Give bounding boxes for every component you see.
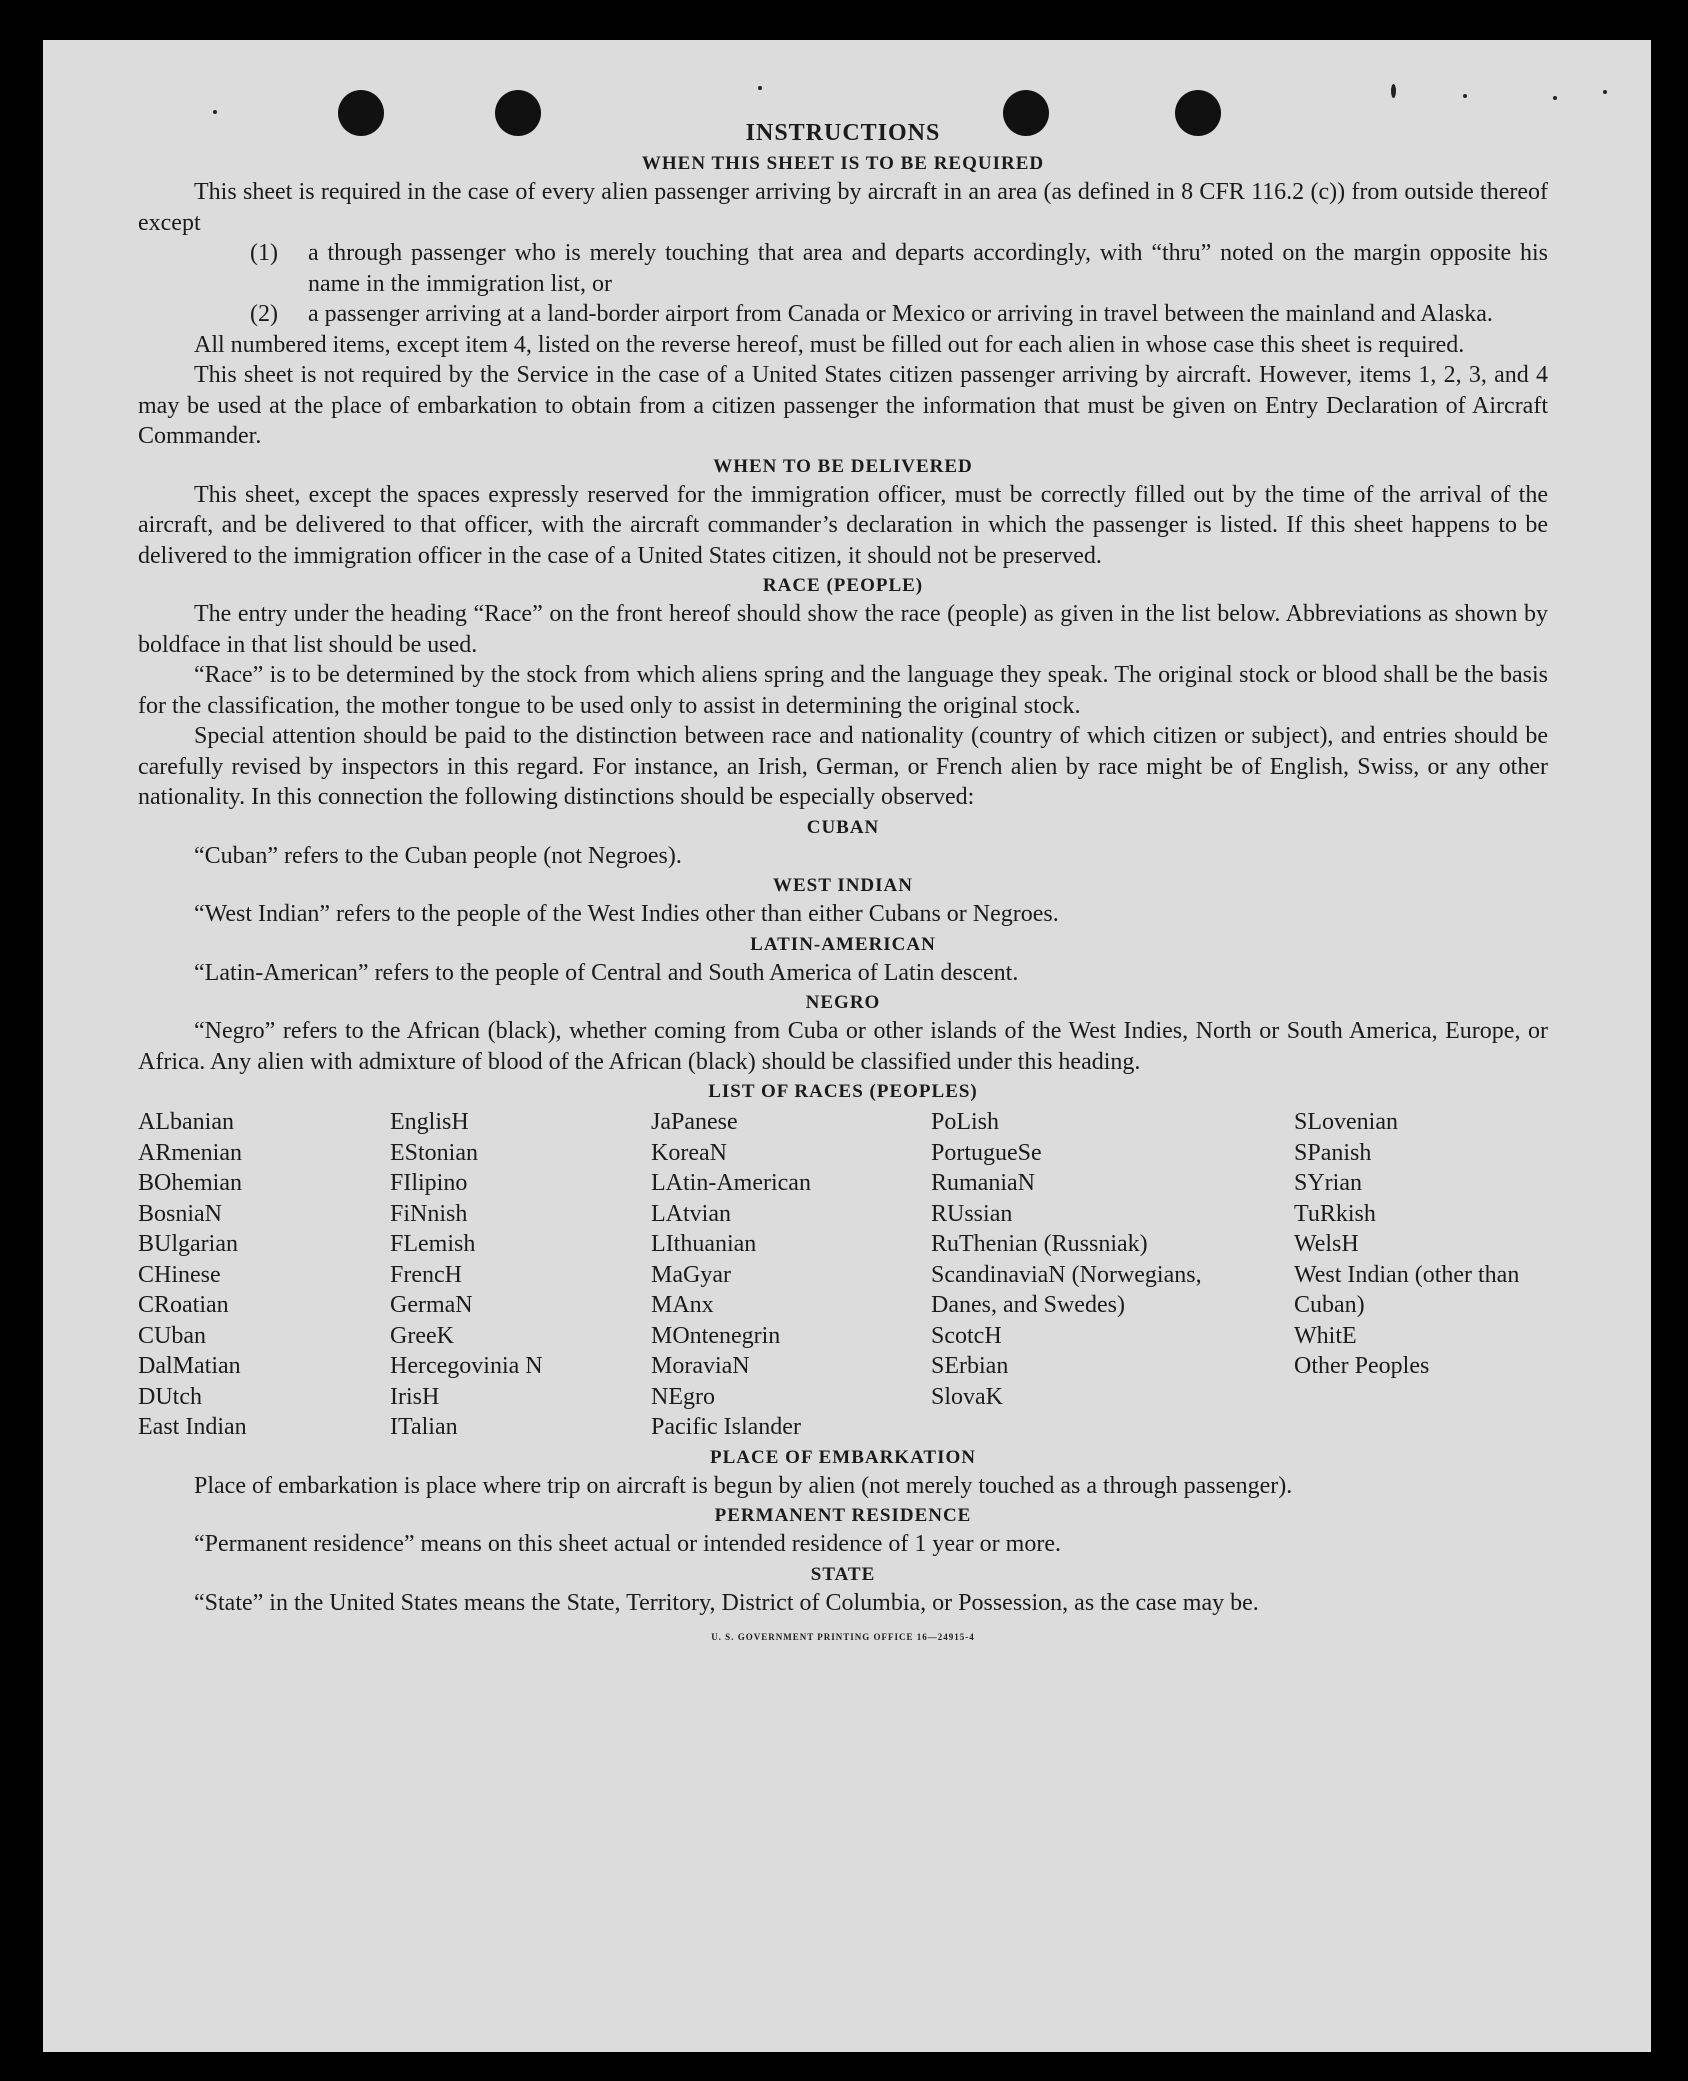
cuban-text: “Cuban” refers to the Cuban people (not Negroes). [194,842,682,869]
race-entry: East Indian [138,1414,247,1440]
race-entry: BUlgarian [138,1231,238,1257]
race-entry: RumaniaN [931,1170,1035,1196]
negro-heading: NEGRO [805,992,881,1013]
race-entry: ARmenian [138,1139,242,1166]
race-entry: GermaN [390,1292,473,1318]
race-entry: Other Peoples [1294,1353,1430,1379]
embarkation-heading: PLACE OF EMBARKATION [710,1446,976,1468]
exception-text: a passenger arriving at a land-border airport from Canada or Mexico or arriving in travel between the mainland and Alaska. [308,301,1493,327]
race-entry: EStonian [390,1139,478,1166]
when-required-paragraph: All numbered items, except item 4, listed on the reverse hereof, must be filled out for each alien in whose case this sheet is required. [194,331,1465,358]
race-entry: WhitE [1294,1322,1357,1349]
printer-imprint: U. S. GOVERNMENT PRINTING OFFICE 16—24915-4 [711,1632,975,1642]
race-entry: West Indian (other than Cuban) [1294,1261,1520,1318]
race-paragraph: The entry under the heading “Race” on the front hereof should show the race (people) as given in the list below. Abbreviations as shown by boldface in that list should be used. [138,601,1548,658]
race-entry: DUtch [138,1383,202,1410]
race-entry: MaGyar [651,1261,731,1288]
race-entry: IrisH [390,1383,440,1410]
speck [1553,96,1557,100]
race-entry: MOntenegrin [651,1322,781,1349]
race-entry: SYrian [1294,1170,1362,1196]
race-entry: KoreaN [651,1139,727,1166]
when-required-intro: This sheet is required in the case of every alien passenger arriving by aircraft in an area (as defined in 8 CFR 116.2 (c)) from outside thereof except [138,179,1548,236]
west-indian-text: “West Indian” refers to the people of the West Indies other than either Cubans or Negroes. [194,901,1059,927]
instructions-content [138,120,1548,1642]
when-delivered-text: This sheet, except the spaces expressly reserved for the immigration officer, must be correctly filled out by the time of the arrival of the aircraft, and be delivered to that officer, with the aircraft commander’s declaration in which the passenger is listed. If this sheet happens to be delivered to the immigration officer in the case of a United States citizen, it should not be preserved. [138,481,1548,569]
races-list [138,1107,1548,1443]
speck [1603,90,1607,94]
races-column [931,1107,1294,1443]
race-entry: EnglisH [390,1109,469,1135]
race-entry: ScotcH [931,1322,1002,1349]
race-entry: FLemish [390,1231,476,1257]
race-paragraph: “Race” is to be determined by the stock from which aliens spring and the language they speak. The original stock or blood shall be the basis for the classification, the mother tongue to be used only to assist in determining the original stock. [138,662,1548,719]
race-entry: ALbanian [138,1109,234,1135]
residence-heading: PERMANENT RESIDENCE [714,1505,972,1526]
race-heading: RACE (PEOPLE) [762,575,924,596]
race-entry: RuThenian (Russniak) [931,1231,1148,1257]
race-entry: JaPanese [651,1109,738,1135]
when-required-paragraph: This sheet is not required by the Service in the case of a United States citizen passenger arriving by aircraft. However, items 1, 2, 3, and 4 may be used at the place of embarkation to obtain from a citizen passenger the information that must be given on Entry Declaration of Aircraft Commander. [138,362,1548,449]
race-entry: Hercegovinia N [390,1353,543,1379]
race-entry: DalMatian [138,1353,241,1379]
negro-text: “Negro” refers to the African (black), whether coming from Cuba or other islands of the West Indies, North or South America, Europe, or Africa. Any alien with admixture of blood of the African (black) should be classified under this heading. [138,1018,1548,1075]
race-entry: BOhemian [138,1170,242,1196]
race-entry: PoLish [931,1109,1000,1135]
state-text: “State” in the United States means the State, Territory, District of Columbia, or Possession, as the case may be. [194,1589,1259,1616]
cuban-heading: CUBAN [806,816,880,838]
race-entry: LAtin-American [651,1170,811,1196]
race-entry: SLovenian [1294,1109,1398,1135]
latin-american-text: “Latin-American” refers to the people of Central and South America of Latin descent. [194,959,1019,986]
exception-item [138,299,1548,330]
speck [1463,94,1467,98]
state-heading: STATE [810,1563,876,1585]
exception-item [138,238,1548,299]
race-entry: FIlipino [390,1170,468,1196]
race-entry: SErbian [931,1353,1009,1379]
races-column [651,1107,931,1443]
races-column [390,1107,651,1443]
race-entry: FrencH [390,1261,462,1288]
race-entry: ScandinaviaN (Norwegians, Danes, and Swedes) [931,1261,1202,1318]
race-entry: MAnx [651,1292,714,1318]
race-entry: CUban [138,1322,206,1349]
races-column [138,1107,390,1443]
speck [213,110,217,114]
latin-american-heading: LATIN-AMERICAN [750,933,936,955]
race-entry: WelsH [1294,1231,1359,1257]
exception-number: (2) [250,301,278,327]
race-entry: SPanish [1294,1139,1372,1166]
residence-text: “Permanent residence” means on this sheet actual or intended residence of 1 year or more. [194,1531,1061,1557]
races-column [1294,1107,1548,1443]
race-entry: LAtvian [651,1200,731,1227]
speck [758,86,762,90]
race-entry: GreeK [390,1322,454,1349]
race-entry: Pacific Islander [651,1414,801,1440]
embarkation-text: Place of embarkation is place where trip on aircraft is begun by alien (not merely touched as a through passenger). [194,1472,1293,1499]
race-entry: CRoatian [138,1292,229,1318]
speck [1391,84,1396,98]
race-entry: CHinese [138,1261,221,1288]
west-indian-heading: WEST INDIAN [773,875,913,896]
race-entry: FiNnish [390,1200,468,1227]
race-entry: ITalian [390,1414,458,1440]
when-required-heading: WHEN THIS SHEET IS TO BE REQUIRED [641,153,1045,174]
exception-number: (1) [250,240,278,266]
race-entry: NEgro [651,1383,715,1410]
race-entry: MoraviaN [651,1353,750,1379]
instruction-sheet [43,40,1651,2052]
page-title: INSTRUCTIONS [745,120,941,146]
exception-text: a through passenger who is merely touching that area and departs accordingly, with “thru” noted on the margin opposite his name in the immigration list, or [308,240,1548,297]
when-delivered-heading: WHEN TO BE DELIVERED [713,455,973,477]
race-entry: BosniaN [138,1200,222,1227]
race-entry: TuRkish [1294,1200,1376,1227]
race-entry: SlovaK [931,1383,1003,1410]
race-entry: LIthuanian [651,1231,757,1257]
races-list-heading: LIST OF RACES (PEOPLES) [708,1081,978,1102]
race-entry: PortugueSe [931,1139,1042,1166]
race-paragraph: Special attention should be paid to the distinction between race and nationality (country of which citizen or subject), and entries should be carefully revised by inspectors in this regard. For instance, an Irish, German, or French alien by race might be of English, Swiss, or any other nationality. In this connection the following distinctions should be especially observed: [138,723,1548,810]
race-entry: RUssian [931,1200,1013,1227]
